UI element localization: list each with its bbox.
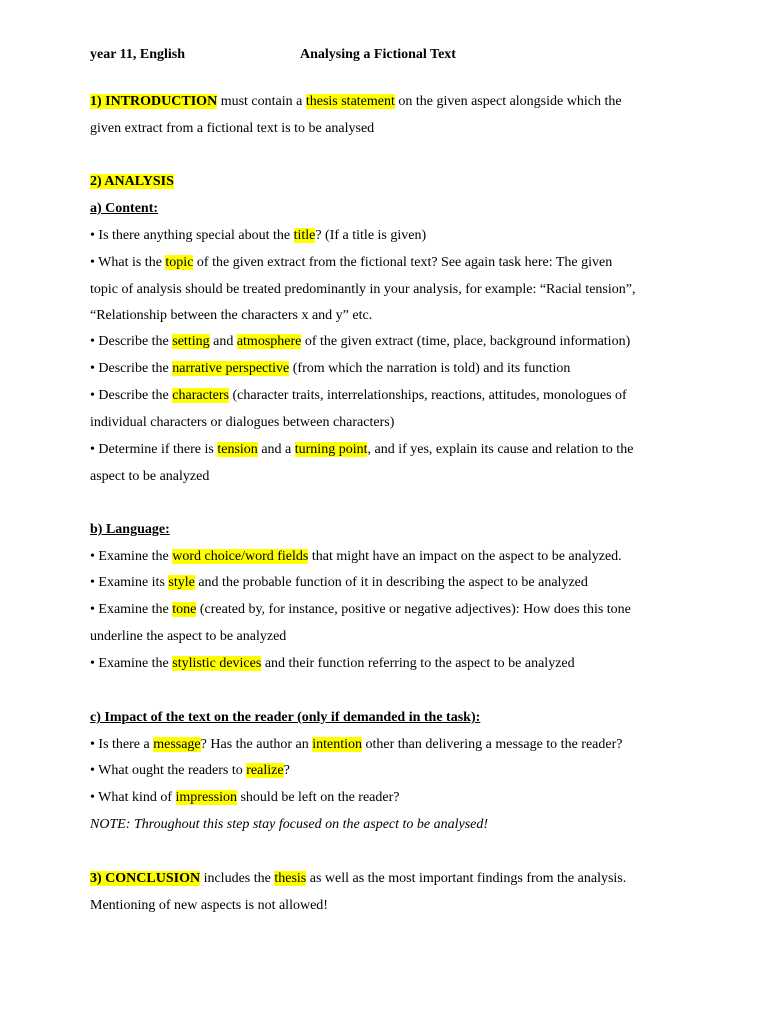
- highlight-term: tension: [217, 442, 258, 457]
- highlight-term: intention: [312, 737, 363, 752]
- analysis-heading: 2) ANALYSIS: [90, 174, 174, 189]
- conclusion-heading: 3) CONCLUSION: [90, 871, 201, 886]
- highlight-term: thesis: [274, 871, 307, 886]
- language-heading: b) Language:: [90, 522, 170, 537]
- highlight-term: atmosphere: [236, 334, 302, 349]
- highlight-term: realize: [246, 763, 284, 778]
- analysis-heading-line: [90, 172, 728, 192]
- impact-note: NOTE: Throughout this step stay focused on the aspect to be analysed!: [90, 817, 489, 832]
- content-bullet-tension: • Determine if there is tension and a turning point, and if yes, explain its cause and relation to the: [90, 442, 634, 457]
- conclusion-line-2: Mentioning of new aspects is not allowed!: [90, 898, 328, 913]
- impact-bullet-impression: • What kind of impression should be left on the reader?: [90, 790, 400, 805]
- intro-line-1: 1) INTRODUCTION must contain a thesis statement on the given aspect alongside which the: [90, 94, 622, 109]
- impact-bullet-realize: • What ought the readers to realize?: [90, 763, 290, 778]
- highlight-term: word choice/word fields: [172, 549, 309, 564]
- conclusion-line-1: 3) CONCLUSION includes the thesis as well as the most important findings from the analysis.: [90, 871, 627, 886]
- intro-heading: 1) INTRODUCTION: [90, 94, 218, 109]
- language-bullet-word-choice: • Examine the word choice/word fields that might have an impact on the aspect to be analyzed.: [90, 549, 622, 564]
- content-bullet-setting: • Describe the setting and atmosphere of the given extract (time, place, background information): [90, 334, 631, 349]
- highlight-term: message: [153, 737, 201, 752]
- content-bullet-topic-line-3: “Relationship between the characters x and y” etc.: [90, 308, 373, 323]
- highlight-term: stylistic devices: [172, 656, 262, 671]
- highlight-term: narrative perspective: [172, 361, 290, 376]
- impact-bullet-message: • Is there a message? Has the author an intention other than delivering a message to the reader?: [90, 737, 623, 752]
- highlight-term: style: [168, 575, 195, 590]
- content-bullet-perspective: • Describe the narrative perspective (from which the narration is told) and its function: [90, 361, 571, 376]
- content-bullet-topic: • What is the topic of the given extract from the fictional text? See again task here: The given: [90, 255, 613, 270]
- language-bullet-style: • Examine its style and the probable function of it in describing the aspect to be analyzed: [90, 575, 588, 590]
- highlight-term: topic: [165, 255, 194, 270]
- content-bullet-title: • Is there anything special about the title? (If a title is given): [90, 228, 427, 243]
- content-bullet-tension-line-2: aspect to be analyzed: [90, 469, 210, 484]
- page-title: Analysing a Fictional Text: [300, 47, 456, 62]
- highlight-term: setting: [172, 334, 210, 349]
- content-heading: a) Content:: [90, 201, 159, 216]
- page-header: [90, 45, 728, 65]
- highlight-term: title: [293, 228, 316, 243]
- content-bullet-topic-line-2: topic of analysis should be treated predominantly in your analysis, for example: “Racial tension”,: [90, 282, 636, 297]
- language-bullet-tone-line-2: underline the aspect to be analyzed: [90, 629, 287, 644]
- intro-line-2: given extract from a fictional text is to be analysed: [90, 121, 375, 136]
- content-bullet-characters: • Describe the characters (character traits, interrelationships, reactions, attitudes, monologues of: [90, 388, 627, 403]
- highlight-term: characters: [172, 388, 229, 403]
- highlight-term: turning point: [294, 442, 368, 457]
- highlight-term: impression: [175, 790, 237, 805]
- impact-heading: c) Impact of the text on the reader (only if demanded in the task):: [90, 710, 481, 725]
- language-bullet-devices: • Examine the stylistic devices and their function referring to the aspect to be analyzed: [90, 656, 575, 671]
- content-bullet-characters-line-2: individual characters or dialogues between characters): [90, 415, 395, 430]
- highlight-term: tone: [172, 602, 197, 617]
- language-bullet-tone: • Examine the tone (created by, for instance, positive or negative adjectives): How does this tone: [90, 602, 631, 617]
- highlight-term: thesis statement: [305, 94, 395, 109]
- header-course: year 11, English: [90, 47, 186, 62]
